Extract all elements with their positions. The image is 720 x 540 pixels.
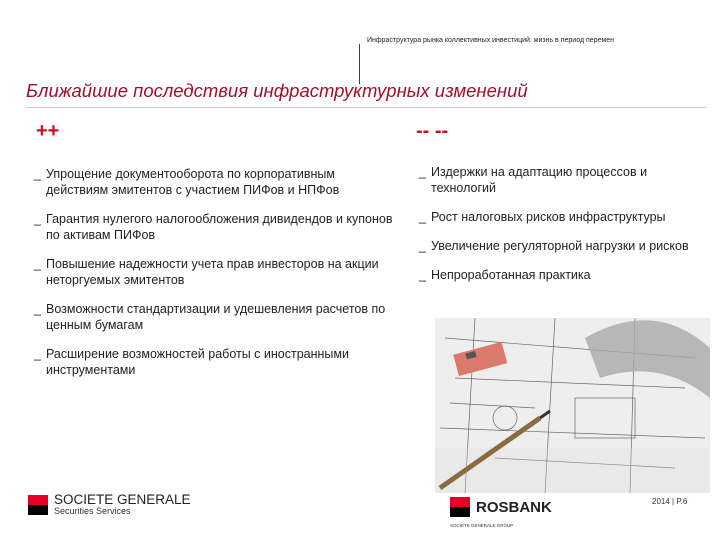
page-number: 2014 | P.6 <box>652 497 688 506</box>
rosbank-logo <box>450 497 552 517</box>
rosbank-name: ROSBANK <box>476 498 552 516</box>
list-item: _ Расширение возможностей работы с иностранными инструментами <box>34 346 394 378</box>
pros-list <box>34 166 394 391</box>
list-item: _ Издержки на адаптацию процессов и технологий <box>419 164 709 196</box>
sg-sub: Securities Services <box>54 506 131 516</box>
title-divider <box>26 107 706 108</box>
blueprint-photo <box>435 318 710 493</box>
pros-mark: ++ <box>36 120 60 142</box>
header-divider <box>359 44 360 84</box>
list-item: _ Рост налоговых рисков инфраструктуры <box>419 209 709 225</box>
list-item: _ Повышение надежности учета прав инвесторов на акции неторгуемых эмитентов <box>34 256 394 288</box>
cons-mark: -- -- <box>416 120 449 142</box>
list-item: _ Возможности стандартизации и удешевления расчетов по ценным бумагам <box>34 301 394 333</box>
list-item: _ Гарантия нулегого налогообложения дивидендов и купонов по активам ПИФов <box>34 211 394 243</box>
page: P.6 <box>676 497 688 506</box>
list-item: _ Непроработанная практика <box>419 267 709 283</box>
year: 2014 <box>652 497 670 506</box>
list-item: _ Упрощение документооборота по корпоративным действиям эмитентов с участием ПИФов и НПФов <box>34 166 394 198</box>
group-label: SOCIETE GENERALE GROUP <box>450 523 514 528</box>
header-subtitle: Инфраструктура рынка коллективных инвестиций: жизнь в период перемен <box>367 37 615 44</box>
blueprint-drawing-icon <box>435 318 710 493</box>
cons-list <box>419 164 709 296</box>
page-title: Ближайшие последствия инфраструктурных изменений <box>26 80 528 101</box>
list-item: _ Увеличение регуляторной нагрузки и рисков <box>419 238 709 254</box>
sg-name: SOCIETE GENERALE <box>54 492 191 507</box>
societe-generale-logo <box>28 493 191 516</box>
